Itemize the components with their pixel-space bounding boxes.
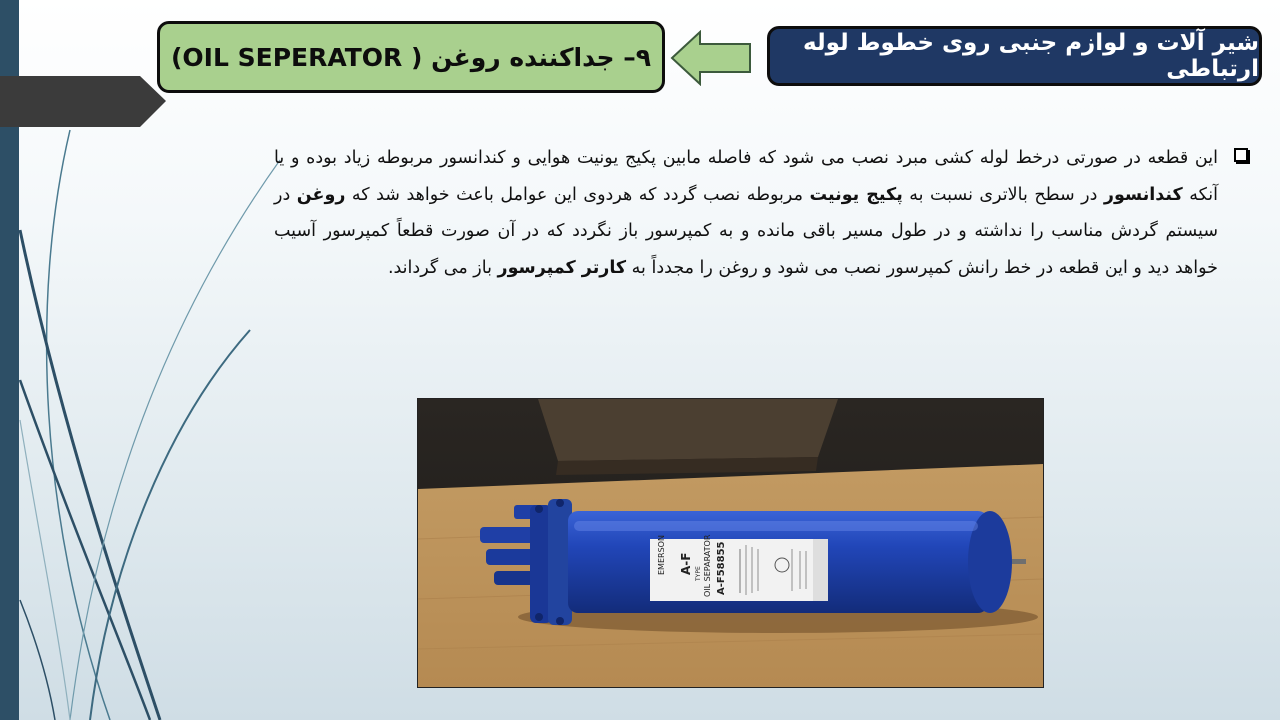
label-brand: EMERSON [657,535,666,575]
checkbox-bullet-icon [1234,148,1248,162]
label-model: A-F58855 [716,541,727,595]
paragraph-text-2: در سطح بالاتری نسبت به [902,184,1104,205]
arrow-left-icon [670,30,752,86]
slide-title [767,26,1262,86]
paragraph-bold-oil: روغن [296,184,346,205]
paragraph-text-3: مربوطه نصب گردد که هردوی این عوامل باعث خواهد شد که [345,184,810,205]
paragraph-text-5: باز می گرداند. [387,257,498,278]
section-heading [157,21,665,93]
label-type: TYPE [695,566,702,581]
paragraph-bold-crankcase: کارتر کمپرسور [497,257,627,278]
paragraph-text-1: این قطعه در صورتی درخط لوله کشی مبرد نصب می شود که فاصله مابین پکیج یونیت هوایی و کندانسور مربوطه زیاد بوده و یا آنکه [274,148,1219,205]
slide-title-text: شیر آلات و لوازم جنبی روی خطوط لوله ارتباطی [803,30,1259,82]
oil-separator-photo [417,398,1044,688]
left-tab-marker [0,76,166,127]
body-paragraph [274,140,1218,286]
paragraph-bold-package-unit: پکیج یونیت [809,184,903,205]
paragraph-bold-condenser: کندانسور [1103,184,1183,205]
paragraph-text-4: در سیستم گردش مناسب را نداشته و در طول مسیر باقی مانده و به کمپرسور باز نگردد که در آن صورت قطعاً کمپرسور آسیب خواهد دید و این قطعه در خط رانش کمپرسور نصب می شود و روغن را مجدداً به [274,184,1218,278]
label-line2: OIL SEPARATOR [703,534,712,597]
section-heading-text: ۹– جداکننده روغن ( OIL SEPERATOR) [170,42,652,72]
label-line1: A-F [679,552,693,575]
